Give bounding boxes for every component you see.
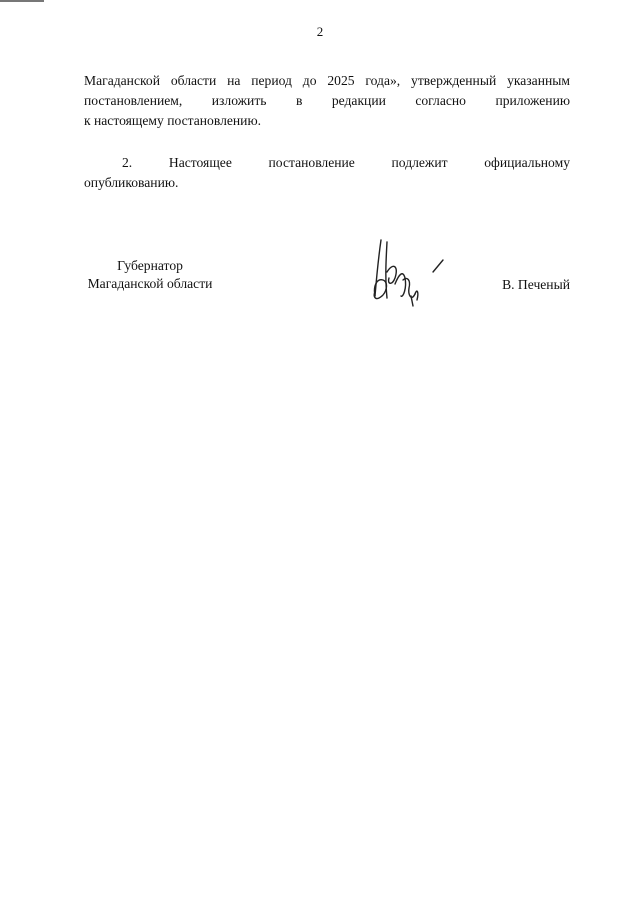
paragraph-2 <box>84 153 570 193</box>
scan-corner-mark <box>0 0 44 2</box>
paragraph-1-line-2: постановлением, изложить в редакции согласно приложению <box>84 93 570 108</box>
paragraph-1-line-1: Магаданской области на период до 2025 года», утвержденный указанным <box>84 73 570 88</box>
paragraph-2-line-2: опубликованию. <box>84 175 179 190</box>
paragraph-1-line-3: к настоящему постановлению. <box>84 113 262 128</box>
handwritten-signature-icon <box>365 232 455 312</box>
signatory-title-line-1: Губернатор <box>117 258 183 273</box>
signatory-title <box>60 257 240 293</box>
signer-name: В. Печеный <box>502 277 570 292</box>
paragraph-2-line-1: 2. Настоящее постановление подлежит официальному <box>122 155 570 170</box>
paragraph-1 <box>84 71 570 131</box>
signatory-title-line-2: Магаданской области <box>87 276 213 291</box>
page-number: 2 <box>316 24 324 39</box>
